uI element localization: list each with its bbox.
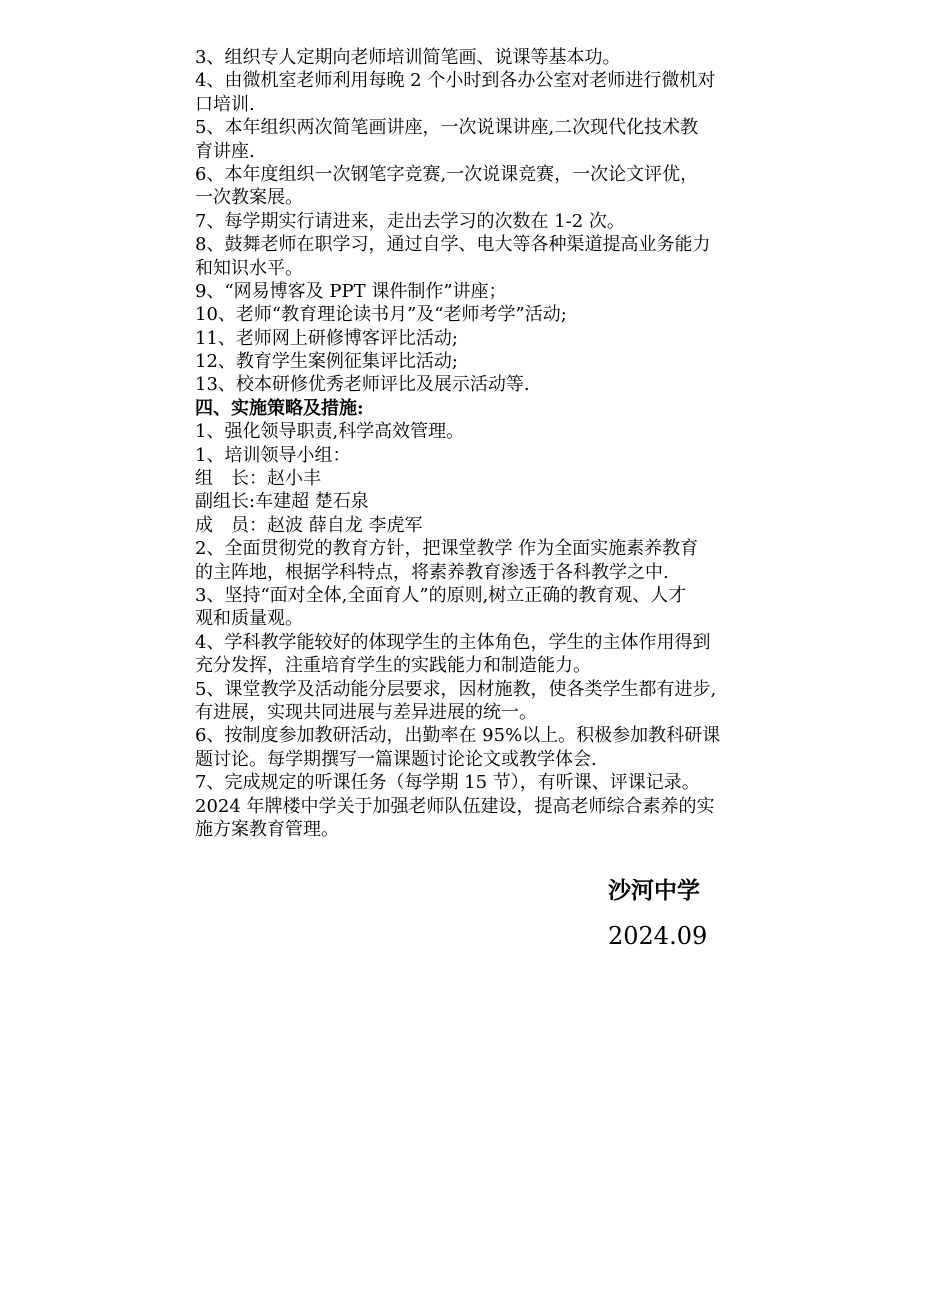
text-line: 5、课堂教学及活动能分层要求，因材施教，使各类学生都有进步,: [195, 678, 717, 700]
text-line: 题讨论。每学期撰写一篇课题讨论论文或教学体会.: [195, 748, 597, 770]
text-line: 施方案教育管理。: [195, 818, 339, 840]
text-line: 观和质量观。: [195, 608, 303, 630]
text-line: 8、鼓舞老师在职学习，通过自学、电大等各种渠道提高业务能力: [195, 234, 711, 256]
text-line: 育讲座.: [195, 140, 255, 162]
text-line: 副组长:车建超 楚石泉: [195, 491, 369, 513]
signature-school: 沙河中学: [608, 877, 700, 904]
text-line: 有进展，实现共同进展与差异进展的统一。: [195, 701, 537, 723]
text-line: 6、按制度参加教研活动，出勤率在 95%以上。积极参加教科研课: [195, 725, 721, 747]
text-line: 2024 年牌楼中学关于加强老师队伍建设，提高老师综合素养的实: [195, 795, 715, 817]
text-line: 10、老师“教育理论读书月”及“老师考学”活动;: [195, 304, 567, 326]
text-line: 组 长：赵小丰: [195, 468, 321, 490]
text-line: 和知识水平。: [195, 257, 303, 279]
text-line: 1、培训领导小组：: [195, 444, 351, 466]
text-line: 4、学科教学能较好的体现学生的主体角色，学生的主体作用得到: [195, 631, 711, 653]
text-line: 口培训.: [195, 93, 255, 115]
text-line: 4、由微机室老师利用每晚 2 个小时到各办公室对老师进行微机对: [195, 70, 716, 92]
text-line: 11、老师网上研修博客评比活动;: [195, 327, 458, 349]
text-line: 9、“网易博客及 PPT 课件制作”讲座；: [195, 280, 507, 302]
text-line: 一次教案展。: [195, 187, 303, 209]
text-line: 2、全面贯彻党的教育方针，把课堂教学 作为全面实施素养教育: [195, 538, 699, 560]
text-line: 7、每学期实行请进来，走出去学习的次数在 1-2 次。: [195, 210, 625, 232]
text-line: 充分发挥，注重培育学生的实践能力和制造能力。: [195, 655, 591, 677]
text-line: 3、坚持“面对全体,全面育人”的原则,树立正确的教育观、人才: [195, 584, 687, 606]
text-line: 的主阵地，根据学科特点，将素养教育渗透于各科教学之中.: [195, 561, 669, 583]
section-heading: 四、实施策略及措施:: [195, 397, 364, 419]
document-body: [195, 46, 835, 841]
text-line: 12、教育学生案例征集评比活动;: [195, 351, 458, 373]
text-line: 5、本年组织两次简笔画讲座，一次说课讲座,二次现代化技术教: [195, 117, 699, 139]
text-line: 1、强化领导职责,科学高效管理。: [195, 421, 465, 443]
text-line: 3、组织专人定期向老师培训简笔画、说课等基本功。: [195, 47, 621, 68]
text-line: 6、本年度组织一次钢笔字竞赛,一次说课竞赛，一次论文评优，: [195, 163, 699, 185]
text-line: 13、校本研修优秀老师评比及展示活动等.: [195, 374, 530, 396]
text-line: 7、完成规定的听课任务（每学期 15 节），有听课、评课记录。: [195, 772, 700, 794]
signature-date: 2024.09: [608, 922, 708, 950]
text-line: 成 员：赵波 薛自龙 李虎军: [195, 514, 423, 536]
